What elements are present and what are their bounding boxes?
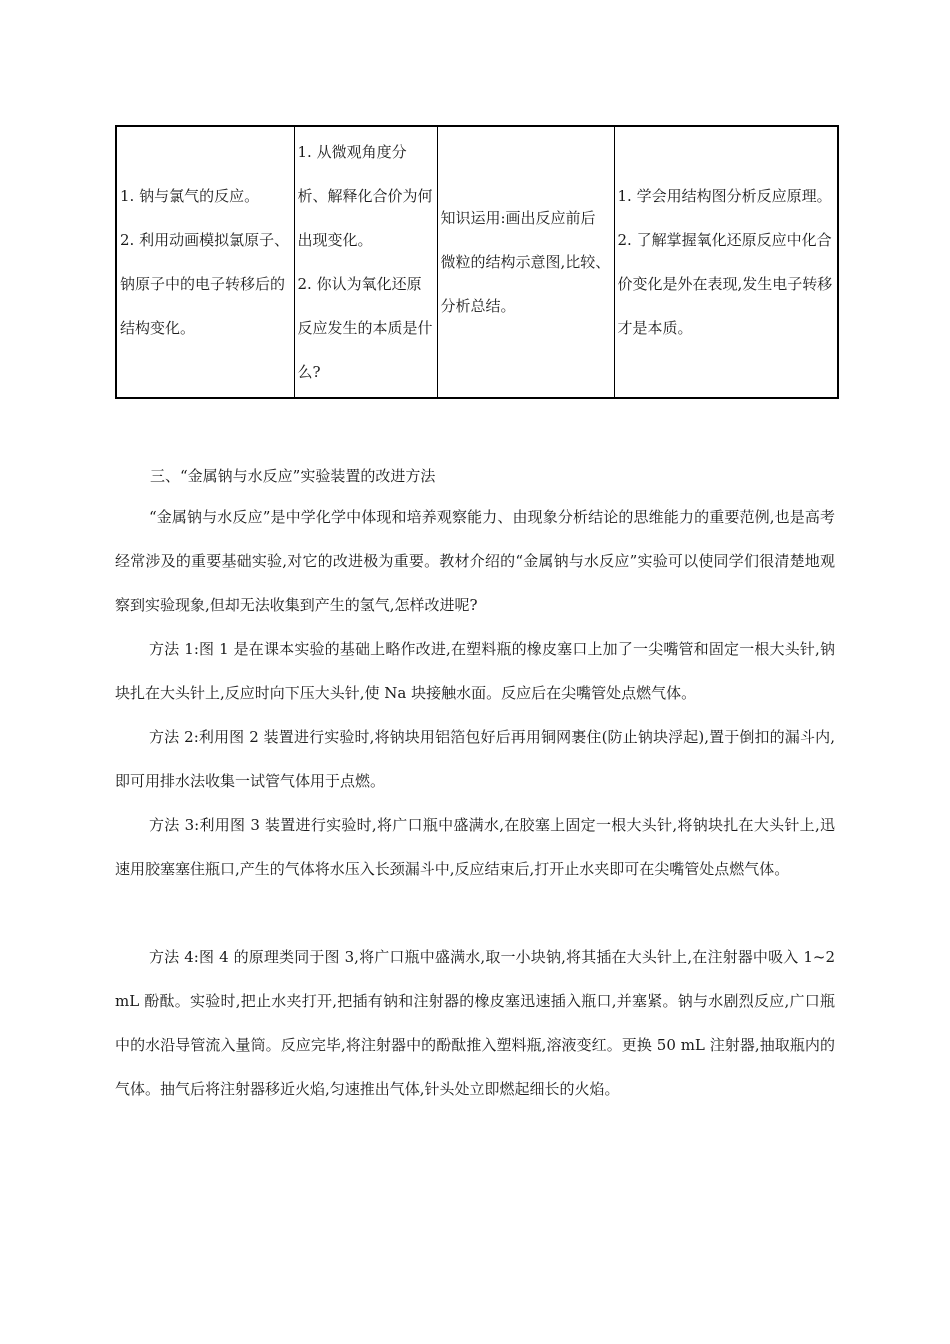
section-heading: 三、“金属钠与水反应”实验装置的改进方法 bbox=[150, 467, 436, 485]
cell-text: 1. 从微观角度分析、解释化合价为何出现变化。 2. 你认为氧化还原反应发生的本质是什么? bbox=[297, 143, 433, 381]
table-cell-questions bbox=[294, 126, 437, 398]
paragraph-method-4: 方法 4:图 4 的原理类同于图 3,将广口瓶中盛满水,取一小块钠,将其插在大头针上,在注射器中吸入 1~2 mL 酚酞。实验时,把止水夹打开,把插有钠和注射器的橡皮塞迅速插入瓶口,并塞紧。钠与水剧烈反应,广口瓶中的水沿导管流入量筒。反应完毕,将注射器中的酚酞推入塑料瓶,溶液变红。更换 50 mL 注射器,抽取瓶内的气体。抽气后将注射器移近火焰,匀速推出气体,针头处立即燃起细长的火焰。 bbox=[115, 948, 835, 1098]
paragraph-method-1: 方法 1:图 1 是在课本实验的基础上略作改进,在塑料瓶的橡皮塞口上加了一尖嘴管和固定一根大头针,钠块扎在大头针上,反应时向下压大头针,使 Na 块接触水面。反应后在尖嘴管处点燃气体。 bbox=[115, 640, 835, 702]
lesson-plan-table bbox=[115, 125, 839, 399]
table-cell-teacher-activity bbox=[116, 126, 294, 398]
table-cell-student-activity bbox=[437, 126, 614, 398]
cell-text: 知识运用:画出反应前后微粒的结构示意图,比较、分析总结。 bbox=[440, 209, 611, 315]
paragraph-intro: “金属钠与水反应”是中学化学中体现和培养观察能力、由现象分析结论的思维能力的重要范例,也是高考经常涉及的重要基础实验,对它的改进极为重要。教材介绍的“金属钠与水反应”实验可以使同学们很清楚地观察到实验现象,但却无法收集到产生的氢气,怎样改进呢? bbox=[115, 508, 835, 614]
paragraph-method-2: 方法 2:利用图 2 装置进行实验时,将钠块用铝箔包好后再用铜网裹住(防止钠块浮起),置于倒扣的漏斗内,即可用排水法收集一试管气体用于点燃。 bbox=[115, 728, 835, 790]
table-cell-design-intent bbox=[614, 126, 838, 398]
cell-text: 1. 学会用结构图分析反应原理。 2. 了解掌握氧化还原反应中化合价变化是外在表现,发生电子转移才是本质。 bbox=[617, 187, 833, 337]
paragraph-method-3: 方法 3:利用图 3 装置进行实验时,将广口瓶中盛满水,在胶塞上固定一根大头针,将钠块扎在大头针上,迅速用胶塞塞住瓶口,产生的气体将水压入长颈漏斗中,反应结束后,打开止水夹即可在尖嘴管处点燃气体。 bbox=[115, 816, 835, 878]
table-row bbox=[116, 126, 838, 398]
cell-text: 1. 钠与氯气的反应。 2. 利用动画模拟氯原子、钠原子中的电子转移后的结构变化。 bbox=[120, 187, 290, 337]
